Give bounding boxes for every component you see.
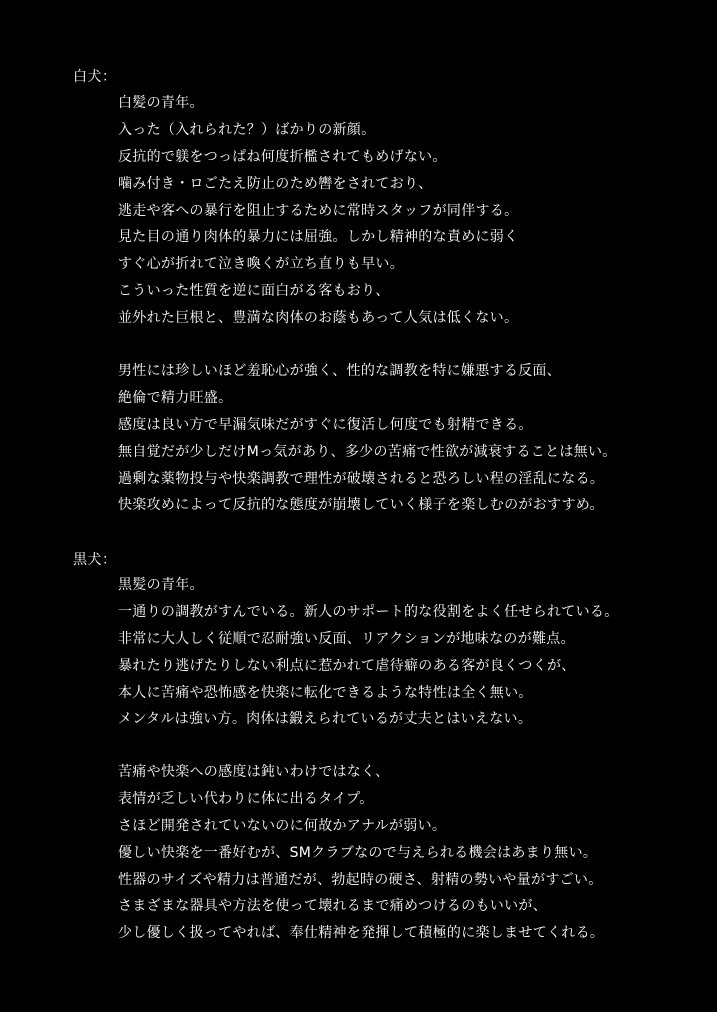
text-line: 反抗的で躾をつっぱね何度折檻されてもめげない。 xyxy=(118,148,447,165)
text-line: さほど開発されていないのに何故かアナルが弱い。 xyxy=(118,817,447,834)
text-line: 性器のサイズや精力は普通だが、勃起時の硬さ、射精の勢いや量がすごい。 xyxy=(118,871,603,888)
kuroinu-paragraph-1 xyxy=(118,572,619,733)
kuroinu-paragraph-2 xyxy=(118,759,604,947)
text-line: 逃走や客への暴行を阻止するために常時スタッフが同伴する。 xyxy=(118,202,519,219)
text-line: こういった性質を逆に面白がる客もおり、 xyxy=(118,283,390,300)
text-line: 本人に苦痛や恐怖感を快楽に転化できるような特性は全く無い。 xyxy=(118,684,533,701)
text-line: 一通りの調教がすんでいる。新人のサポート的な役割をよく任せられている。 xyxy=(118,603,619,620)
text-line: 黒髪の青年。 xyxy=(118,577,204,593)
text-line: メンタルは強い方。肉体は鍛えられているが丈夫とはいえない。 xyxy=(118,711,533,728)
text-line: 入った（入れられた？）ばかりの新顔。 xyxy=(118,121,376,138)
text-line: 噛み付き・ロごたえ防止のため轡をされており、 xyxy=(118,175,433,192)
text-line: 暴れたり逃げたりしない利点に惹かれて虐待癖のある客が良くつくが、 xyxy=(118,657,576,674)
text-line: 無自覚だが少しだけMっ気があり、多少の苦痛で性欲が減衰することは無い。 xyxy=(118,443,617,460)
text-line: 絶倫で精力旺盛。 xyxy=(118,389,233,406)
text-line: 快楽攻めによって反抗的な態度が崩壊していく様子を楽しむのがおすすめ。 xyxy=(118,497,604,514)
text-line: 表情が乏しい代わりに体に出るタイプ。 xyxy=(118,790,374,807)
text-line: 感度は良い方で早漏気味だがすぐに復活し何度でも射精できる。 xyxy=(118,416,533,433)
text-line: 白髪の青年。 xyxy=(118,95,204,111)
text-line: すぐ心が折れて泣き喚くが立ち直りも早い。 xyxy=(118,256,404,273)
shiroinu-paragraph-1 xyxy=(118,90,518,332)
text-line: 並外れた巨根と、豊満な肉体のお蔭もあって人気は低くない。 xyxy=(118,310,519,327)
text-line: 非常に大人しく従順で忍耐強い反面、リアクションが地味なのが難点。 xyxy=(118,630,575,647)
text-line: 少し優しく扱ってやれば、奉仕精神を発揮して積極的に楽しませてくれる。 xyxy=(118,925,605,942)
text-line: 過剰な薬物投与や快楽調教で理性が破壊されると恐ろしい程の淫乱になる。 xyxy=(118,470,605,487)
text-line: 苦痛や快楽への感度は鈍いわけではなく、 xyxy=(118,764,390,780)
text-line: 男性には珍しいほど羞恥心が強く、性的な調教を特に嫌悪する反面、 xyxy=(118,363,562,379)
shiroinu-paragraph-2 xyxy=(118,358,617,519)
section-heading-shiroinu: 白犬： xyxy=(73,69,117,85)
text-line: 優しい快楽を一番好むが、SMクラブなので与えられる機会はあまり無い。 xyxy=(118,844,598,861)
section-heading-kuroinu: 黒犬： xyxy=(73,552,117,568)
text-line: 見た目の通り肉体的暴力には屈強。しかし精神的な責めに弱く xyxy=(118,229,519,246)
text-line: さまざまな器具や方法を使って壊れるまで痛めつけるのもいいが、 xyxy=(118,898,547,915)
